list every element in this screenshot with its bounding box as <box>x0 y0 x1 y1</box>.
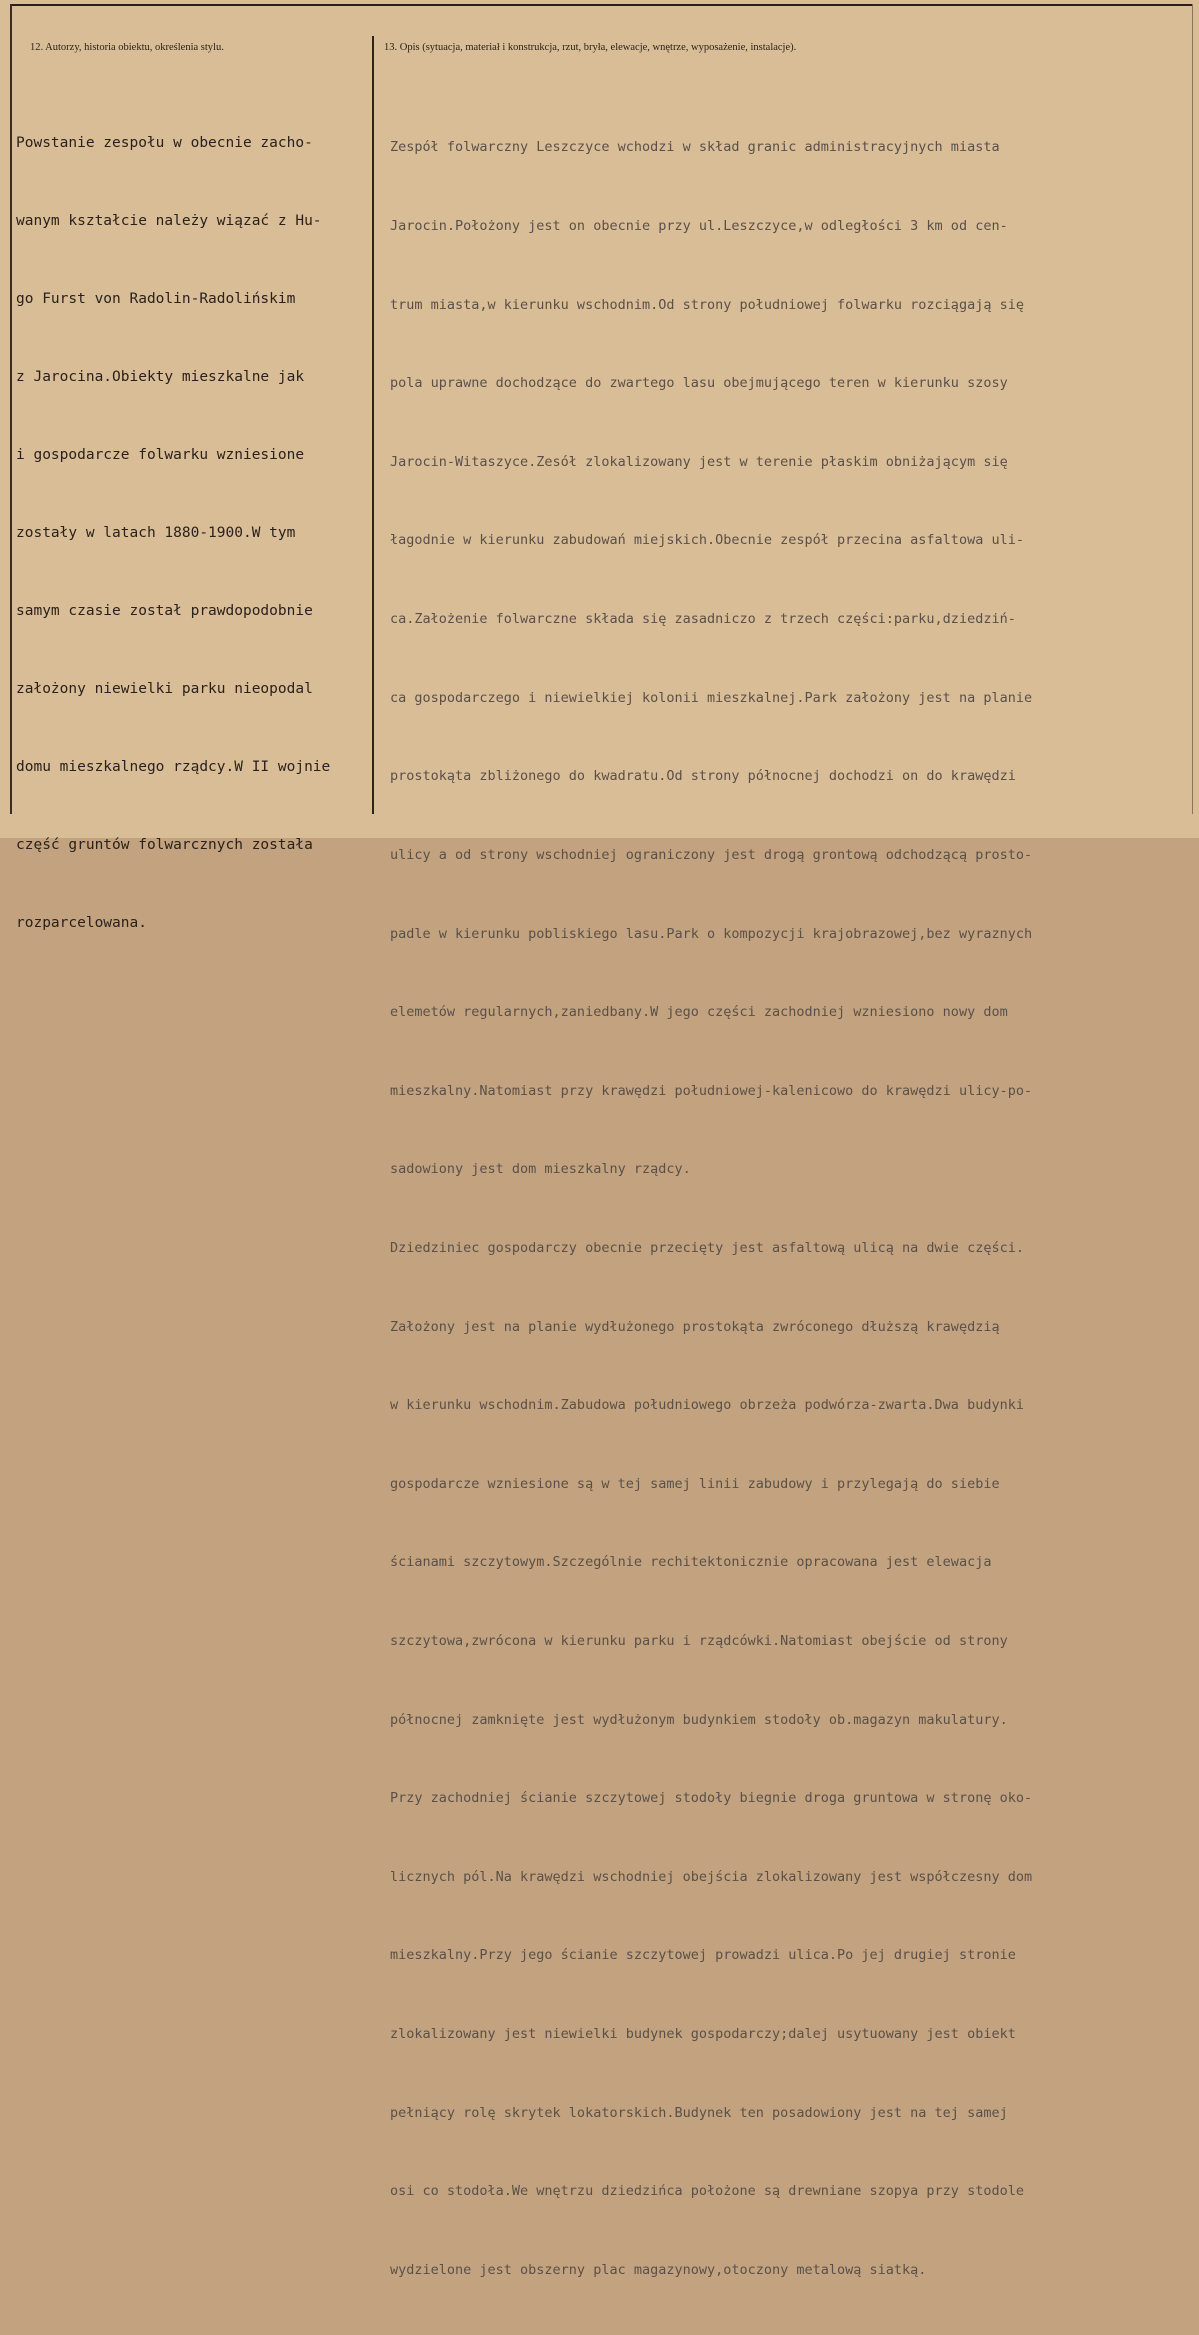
text-line: osi co stodoła.We wnętrzu dziedzińca położone są drewniane szopya przy stodole <box>390 2183 1024 2200</box>
section-13-header: 13. Opis (sytuacja, materiał i konstrukcja, rzut, bryła, elewacje, wnętrze, wyposażenie, instalacje). <box>384 42 797 53</box>
text-line: założony niewielki parku nieopodal <box>16 681 313 697</box>
text-line: Powstanie zespołu w obecnie zacho- <box>16 135 313 151</box>
text-line: ulicy a od strony wschodniej ograniczony jest drogą grontową odchodzącą prosto- <box>390 846 1033 863</box>
text-line: zostały w latach 1880-1900.W tym <box>16 525 296 541</box>
text-line: łagodnie w kierunku zabudowań miejskich.Obecnie zespół przecina asfaltowa uli- <box>390 532 1024 549</box>
text-line: mieszkalny.Przy jego ścianie szczytowej prowadzi ulica.Po jej drugiej stronie <box>390 1947 1016 1964</box>
text-line: trum miasta,w kierunku wschodnim.Od strony południowej folwarku rozciągają się <box>390 296 1024 313</box>
text-line: mieszkalny.Natomiast przy krawędzi południowej-kalenicowo do krawędzi ulicy-po- <box>390 1082 1033 1099</box>
text-line: samym czasie został prawdopodobnie <box>16 603 313 619</box>
text-line: Założony jest na planie wydłużonego prostokąta zwróconego dłuższą krawędzią <box>390 1318 1000 1335</box>
text-line: ca.Założenie folwarczne składa się zasadniczo z trzech części:parku,dziedziń- <box>390 611 1016 628</box>
text-line: domu mieszkalnego rządcy.W II wojnie <box>16 759 331 775</box>
right-border-line <box>1192 4 1193 814</box>
text-line: Jarocin.Położony jest on obecnie przy ul.Leszczyce,w odległości 3 km od cen- <box>390 218 1008 235</box>
left-border-line <box>10 4 12 814</box>
text-line: z Jarocina.Obiekty mieszkalne jak <box>16 369 305 385</box>
text-line: Przy zachodniej ścianie szczytowej stodoły biegnie droga gruntowa w stronę oko- <box>390 1790 1033 1807</box>
text-line: elemetów regularnych,zaniedbany.W jego części zachodniej wzniesiono nowy dom <box>390 1004 1008 1021</box>
text-line: ścianami szczytowym.Szczególnie rechitektonicznie opracowana jest elewacja <box>390 1554 992 1571</box>
text-line: wanym kształcie należy wiązać z Hu- <box>16 213 322 229</box>
text-line: sadowiony jest dom mieszkalny rządcy. <box>390 1161 691 1178</box>
text-line: licznych pól.Na krawędzi wschodniej obejścia zlokalizowany jest współczesny dom <box>390 1868 1033 1885</box>
text-line: północnej zamknięte jest wydłużonym budynkiem stodoły ob.magazyn makulatury. <box>390 1711 1008 1728</box>
column-divider <box>372 36 374 814</box>
text-line: rozparcelowana. <box>16 915 147 931</box>
section-12-header: 12. Autorzy, historia obiektu, określenia stylu. <box>30 42 224 53</box>
text-line: Dziedziniec gospodarczy obecnie przecięty jest asfaltową ulicą na dwie części. <box>390 1239 1024 1256</box>
text-line: pola uprawne dochodzące do zwartego lasu obejmującego teren w kierunku szosy <box>390 375 1008 392</box>
text-line: gospodarcze wzniesione są w tej samej linii zabudowy i przylegają do siebie <box>390 1475 1000 1492</box>
text-line: prostokąta zbliżonego do kwadratu.Od strony północnej dochodzi on do krawędzi <box>390 768 1016 785</box>
text-line: część gruntów folwarcznych została <box>16 837 313 853</box>
text-line: szczytowa,zwrócona w kierunku parku i rządcówki.Natomiast obejście od strony <box>390 1632 1008 1649</box>
text-line: wydzielone jest obszerny plac magazynowy,otoczony metalową siatką. <box>390 2261 927 2278</box>
text-line: padle w kierunku pobliskiego lasu.Park o kompozycji krajobrazowej,bez wyraznych <box>390 925 1033 942</box>
text-line: pełniący rolę skrytek lokatorskich.Budynek ten posadowiony jest na tej samej <box>390 2104 1008 2121</box>
authors-history-text <box>16 78 330 988</box>
text-line: w kierunku wschodnim.Zabudowa południowego obrzeża podwórza-zwarta.Dwa budynki <box>390 1397 1024 1414</box>
text-line: zlokalizowany jest niewielki budynek gospodarczy;dalej usytuowany jest obiekt <box>390 2026 1016 2043</box>
text-line: Jarocin-Witaszyce.Zesół zlokalizowany jest w terenie płaskim obniżającym się <box>390 453 1008 470</box>
description-text <box>390 82 1032 2335</box>
text-line: Zespół folwarczny Leszczyce wchodzi w skład granic administracyjnych miasta <box>390 139 1000 156</box>
text-line: go Furst von Radolin-Radolińskim <box>16 291 296 307</box>
text-line: ca gospodarczego i niewielkiej kolonii mieszkalnej.Park założony jest na planie <box>390 689 1033 706</box>
top-border-line <box>10 4 1193 6</box>
text-line: i gospodarcze folwarku wzniesione <box>16 447 305 463</box>
